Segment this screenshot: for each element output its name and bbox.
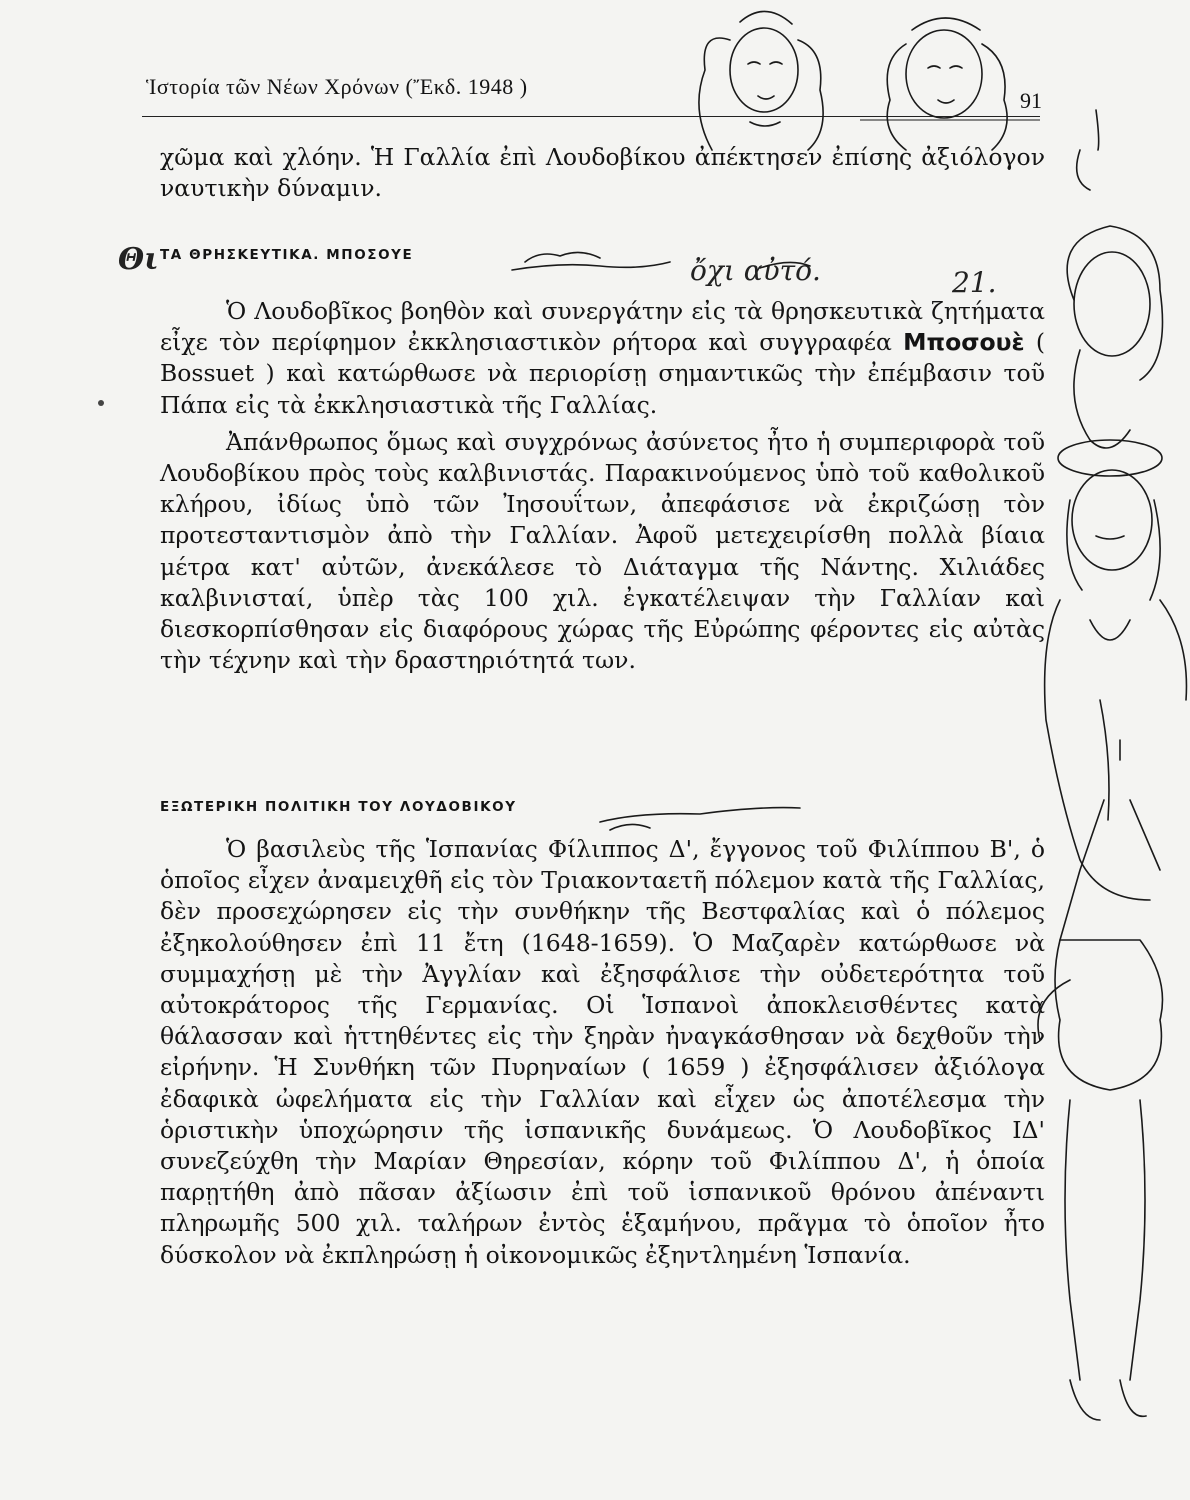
section-heading-religious: ΤΑ ΘΡΗΣΚΕΥΤΙΚΑ. ΜΠΟΣΟΥΕ (160, 247, 414, 263)
bossuet-name: Μποσουὲ (903, 328, 1025, 357)
scribble-line-5 (610, 824, 650, 830)
woman-figure-sketch (1038, 226, 1186, 1420)
scribble-line-2 (525, 252, 600, 262)
header-rule (142, 116, 1040, 117)
handwritten-number: 21. (952, 266, 997, 299)
page-number: 91 (1020, 88, 1042, 113)
scribble-line-1 (512, 262, 670, 270)
section1-paragraph-2: Ἀπάνθρωπος ὅμως καὶ συγχρόνως ἀσύνετος ἦτο ἡ συμπεριφορὰ τοῦ Λουδοβίκου πρὸς τοὺς καλβινιστάς. Παρακινούμενος ὑπὸ τοῦ καθολικοῦ κλήρου, ἰδίως ὑπὸ τῶν Ἰησουΐτων, ἀπεφάσισε νὰ ἐκριζώσῃ τὸν προτεσταντισμὸν ἀπὸ τὴν Γαλλίαν. Ἀφοῦ μετεχειρίσθη πολλὰ βίαια μέτρα κατ' αὐτῶν, ἀνεκάλεσε τὸ Διάταγμα τῆς Νάντης. Χιλιάδες καλβινισταί, ὑπὲρ τὰς 100 χιλ. ἐγκατέλειψαν τὴν Γαλλίαν καὶ διεσκορπίσθησαν εἰς διαφόρους χώρας τῆς Εὐρώπης φέροντες εἰς αὐτὰς τὴν τέχνην καὶ τὴν δραστηριότητά των. (160, 427, 1045, 675)
face-sketch-left (699, 11, 823, 150)
section2-body (160, 834, 1045, 1271)
handwritten-note: ὄχι αὐτό. (690, 254, 821, 287)
section1-body (160, 296, 1045, 676)
running-header-title: Ἱστορία τῶν Νέων Χρόνων (Ἔκδ. 1948 ) (146, 74, 528, 99)
section2-paragraph-1: Ὁ βασιλεὺς τῆς Ἱσπανίας Φίλιππος Δ', ἔγγονος τοῦ Φιλίππου Β', ὁ ὁποῖος εἶχεν ἀναμειχθῆ εἰς τὸν Τριακονταετῆ πόλεμον κατὰ τῆς Γαλλίας, δὲν προσεχώρησεν εἰς τὴν συνθήκην τῆς Βεστφαλίας καὶ ὁ πόλεμος ἐξηκολούθησεν ἐπὶ 11 ἔτη (1648-1659). Ὁ Μαζαρὲν κατώρθωσε νὰ συμμαχήσῃ μὲ τὴν Ἀγγλίαν καὶ ἐξησφάλισε τὴν οὐδετερότητα τοῦ αὐτοκράτορος τῆς Γερμανίας. Οἱ Ἱσπανοὶ ἀποκλεισθέντες κατὰ θάλασσαν καὶ ἡττηθέντες εἰς τὴν ξηρὰν ἠναγκάσθησαν νὰ δεχθοῦν τὴν εἰρήνην. Ἡ Συνθήκη τῶν Πυρηναίων ( 1659 ) ἐξησφάλισεν ἀξιόλογα ἐδαφικὰ ὠφελήματα εἰς τὴν Γαλλίαν καὶ εἶχεν ὡς ἀποτέλεσμα τὴν ὁριστικὴν ὑποχώρησιν τῆς ἱσπανικῆς δυνάμεως. Ὁ Λουδοβῖκος ΙΔ' συνεζεύχθη τὴν Μαρίαν Θηρεσίαν, κόρην τοῦ Φιλίππου Δ', ἡ ὁποία παρῃτήθη ἀπὸ πᾶσαν ἀξίωσιν ἐπὶ τοῦ ἱσπανικοῦ θρόνου ἀπέναντι πληρωμῆς 500 χιλ. ταλήρων ἐντὸς ἑξαμήνου, πρᾶγμα τὸ ὁποῖον ἦτο δύσκολον νὰ ἐκπληρώσῃ ἡ οἰκονομικῶς ἐξηντλημένη Ἱσπανία. (160, 835, 1045, 1269)
p1-text-before: Ὁ Λουδοβῖκος βοηθὸν καὶ συνεργάτην εἰς τὰ θρησκευτικὰ ζητήματα εἶχε τὸν περίφημον ἐκκλησιαστικὸν ρήτορα καὶ συγγραφέα (160, 297, 1045, 357)
face-sketch-right (860, 18, 1040, 150)
top-paragraph: χῶμα καὶ χλόην. Ἡ Γαλλία ἐπὶ Λουδοβίκου ἀπέκτησεν ἐπίσης ἀξιόλογον ναυτικὴν δύναμιν. (160, 143, 1045, 203)
top-paragraph-block (160, 142, 1045, 204)
section1-paragraph-1 (160, 296, 1045, 421)
margin-dot (98, 400, 104, 406)
margin-pencil-mark: Θι (118, 242, 159, 277)
p1-text-after: ( Bossuet ) καὶ κατώρθωσε νὰ περιορίσῃ σημαντικῶς τὴν ἐπέμβασιν τοῦ Πάπα εἰς τὰ ἐκκλησιαστικὰ τῆς Γαλλίας. (160, 328, 1045, 419)
margin-stroke (1077, 110, 1099, 190)
scribble-line-4 (600, 808, 800, 822)
section-heading-foreign-policy: ΕΞΩΤΕΡΙΚΗ ΠΟΛΙΤΙΚΗ ΤΟΥ ΛΟΥΔΟΒΙΚΟΥ (160, 799, 517, 815)
